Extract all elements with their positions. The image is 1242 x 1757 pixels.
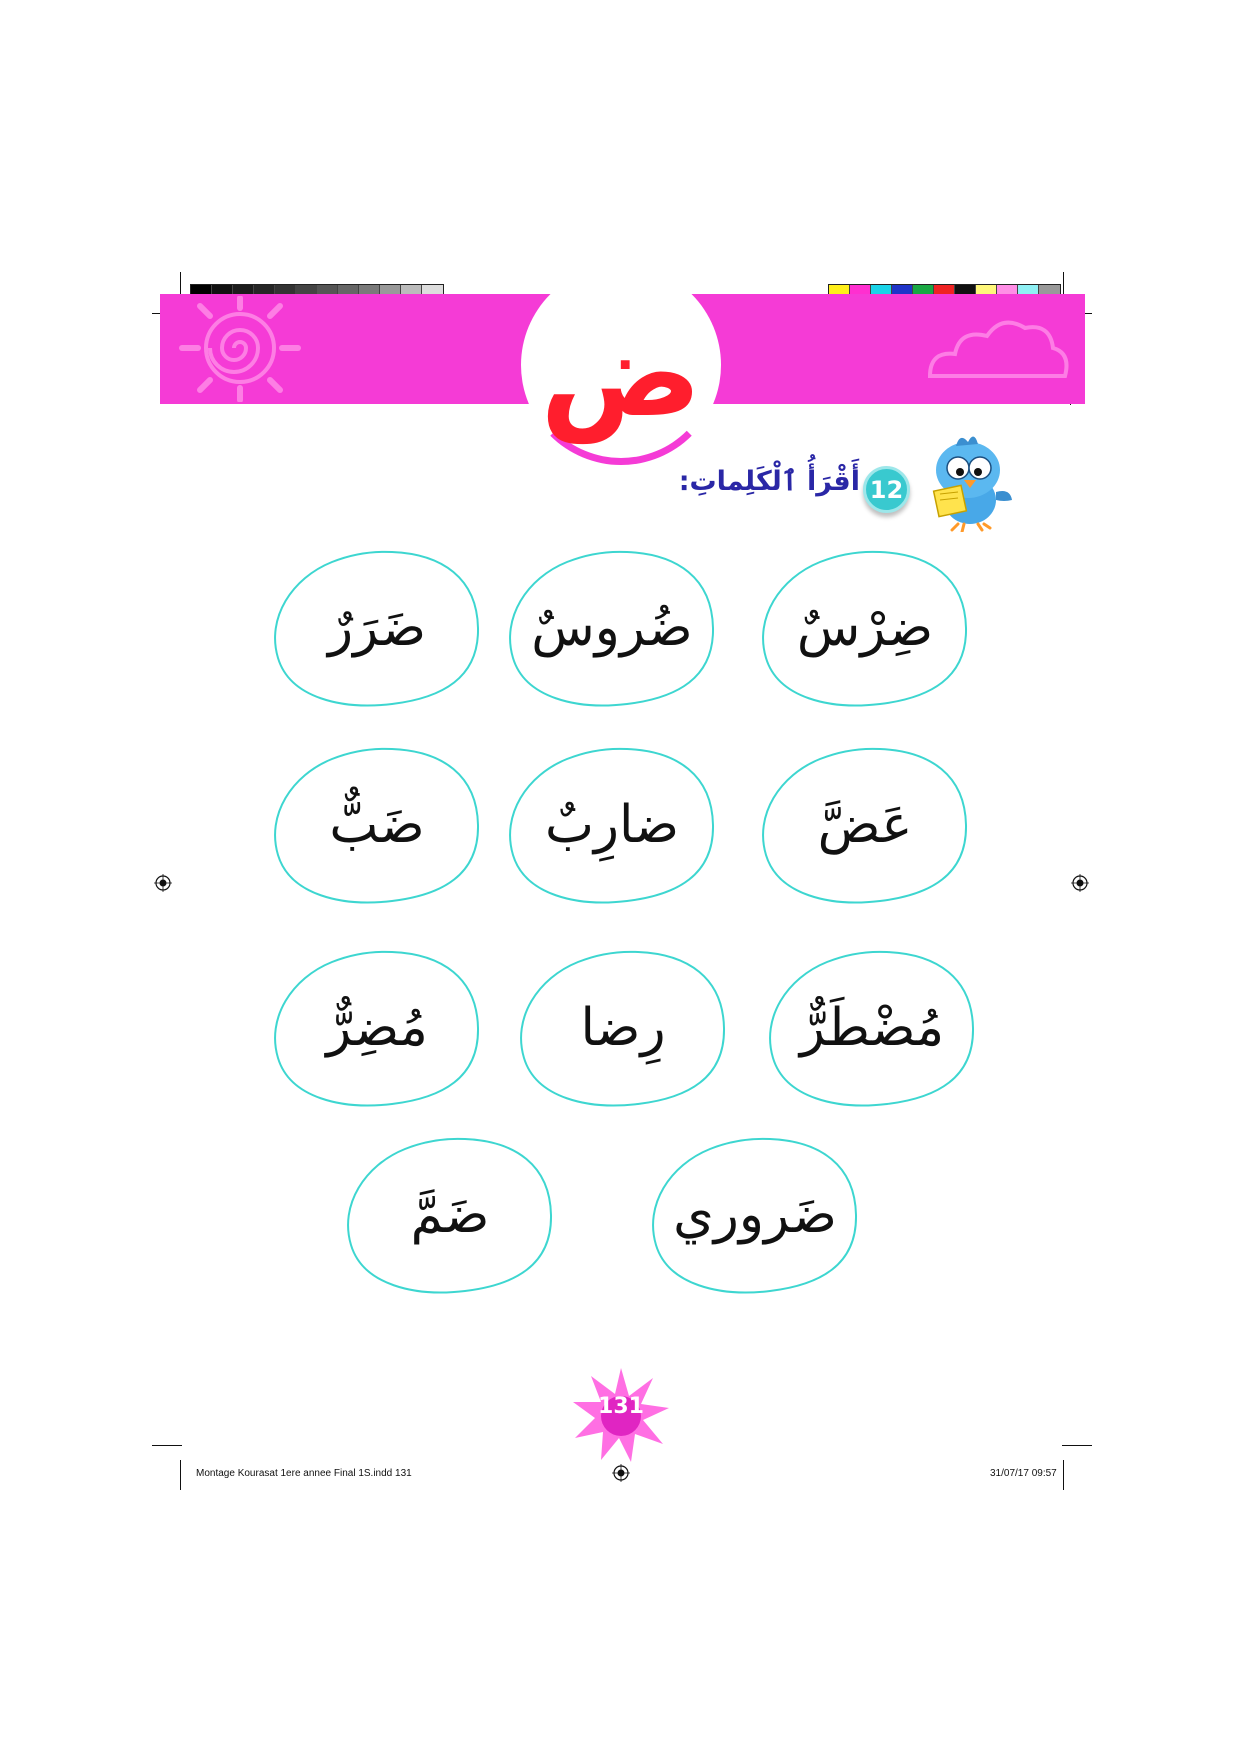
word-text: ضَروري xyxy=(673,1185,837,1245)
exercise-number-badge: 12 xyxy=(863,466,910,513)
registration-mark-icon xyxy=(612,1464,630,1482)
footer-file-label: Montage Kourasat 1ere annee Final 1S.indd 131 xyxy=(196,1468,412,1479)
word-text: مُضْطَرٌّ xyxy=(799,998,945,1058)
footer-timestamp: 31/07/17 09:57 xyxy=(990,1468,1057,1479)
word-text: ضَرَرٌ xyxy=(328,598,426,658)
crop-mark xyxy=(1063,1460,1064,1490)
word-bubble xyxy=(518,948,728,1108)
word-bubble xyxy=(760,548,970,708)
cloud-icon xyxy=(920,296,1070,402)
word-text: ضَبٌّ xyxy=(329,795,425,855)
word-bubble xyxy=(272,948,482,1108)
bird-reading-icon xyxy=(918,432,1018,532)
featured-letter: ض xyxy=(540,305,702,444)
page-number: 131 xyxy=(598,1394,644,1419)
page-number-badge xyxy=(571,1366,671,1466)
crop-mark xyxy=(180,1460,181,1490)
word-bubble xyxy=(272,745,482,905)
word-text: عَضَّ xyxy=(817,795,913,855)
word-text: ضَمَّ xyxy=(410,1185,490,1245)
crop-mark xyxy=(1062,1445,1092,1446)
word-text: رِضا xyxy=(580,998,666,1058)
word-bubble xyxy=(650,1135,860,1295)
word-text: ضارِبٌ xyxy=(544,795,680,855)
word-bubble xyxy=(507,745,717,905)
word-bubble xyxy=(760,745,970,905)
registration-mark-icon xyxy=(1071,874,1089,892)
word-text: ضُروسٌ xyxy=(531,598,693,658)
word-bubble xyxy=(767,948,977,1108)
instruction-text: أَقْرَأُ ٱلْكَلِماتِ: xyxy=(678,466,860,497)
word-text: ضِرْسٌ xyxy=(796,598,934,658)
sun-icon xyxy=(170,296,310,402)
registration-mark-icon xyxy=(154,874,172,892)
crop-mark xyxy=(152,1445,182,1446)
word-bubble xyxy=(507,548,717,708)
word-bubble xyxy=(345,1135,555,1295)
word-bubble xyxy=(272,548,482,708)
word-text: مُضِرٌّ xyxy=(326,998,428,1058)
